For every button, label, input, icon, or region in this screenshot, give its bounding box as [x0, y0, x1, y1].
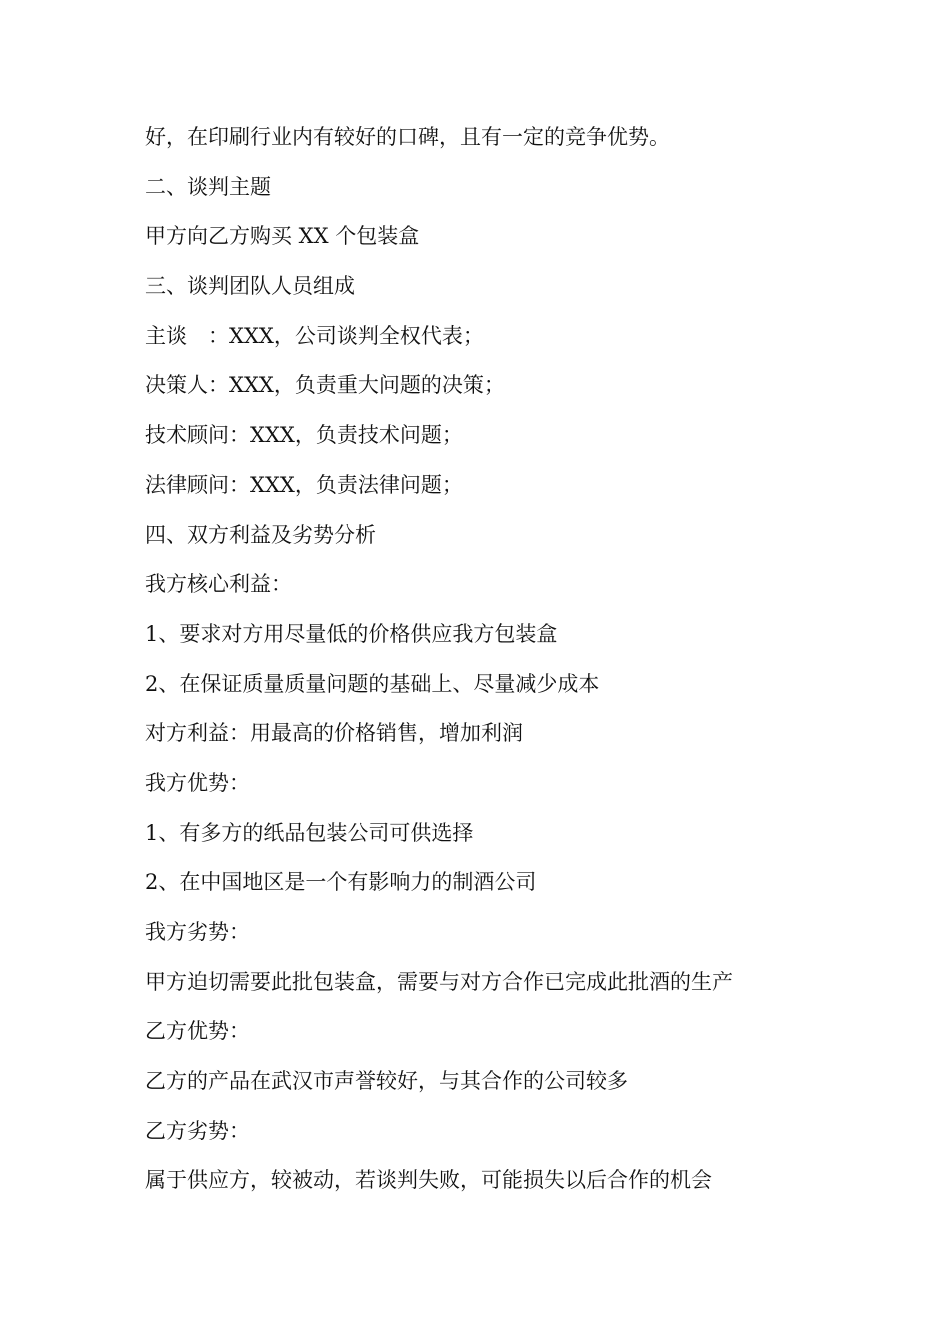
paragraph-party-b-strength: 乙方的产品在武汉市声誉较好，与其合作的公司较多 — [145, 1069, 628, 1094]
subheading-party-b-strengths: 乙方优势： — [145, 1019, 250, 1044]
paragraph-other-party-interests: 对方利益：用最高的价格销售，增加利润 — [145, 721, 523, 746]
section-heading-analysis: 四、双方利益及劣势分析 — [145, 522, 376, 547]
list-item-strength-2: 2、在中国地区是一个有影响力的制酒公司 — [145, 870, 537, 895]
paragraph-our-weakness: 甲方迫切需要此批包装盒，需要与对方合作已完成此批酒的生产 — [145, 969, 733, 994]
section-heading-team: 三、谈判团队人员组成 — [145, 274, 355, 299]
list-item-interest-2: 2、在保证质量质量问题的基础上、尽量减少成本 — [145, 671, 600, 696]
subheading-party-b-weaknesses: 乙方劣势： — [145, 1118, 250, 1143]
team-member-legal-advisor: 法律顾问：XXX，负责法律问题； — [145, 472, 463, 497]
list-item-interest-1: 1、要求对方用尽量低的价格供应我方包装盒 — [145, 621, 558, 646]
team-member-decision-maker: 决策人：XXX，负责重大问题的决策； — [145, 373, 505, 398]
team-member-technical-advisor: 技术顾问：XXX，负责技术问题； — [145, 423, 463, 448]
section-heading-topic: 二、谈判主题 — [145, 174, 271, 199]
subheading-our-strengths: 我方优势： — [145, 770, 250, 795]
list-item-strength-1: 1、有多方的纸品包装公司可供选择 — [145, 820, 474, 845]
subheading-our-core-interests: 我方核心利益： — [145, 572, 292, 597]
paragraph-intro-continuation: 好，在印刷行业内有较好的口碑，且有一定的竞争优势。 — [145, 125, 670, 149]
subheading-our-weaknesses: 我方劣势： — [145, 920, 250, 944]
paragraph-topic: 甲方向乙方购买 XX 个包装盒 — [145, 224, 420, 249]
team-member-lead: 主谈 ：XXX，公司谈判全权代表； — [145, 323, 484, 348]
document-body — [145, 113, 845, 1206]
paragraph-party-b-weakness: 属于供应方，较被动，若谈判失败，可能损失以后合作的机会 — [145, 1168, 712, 1193]
